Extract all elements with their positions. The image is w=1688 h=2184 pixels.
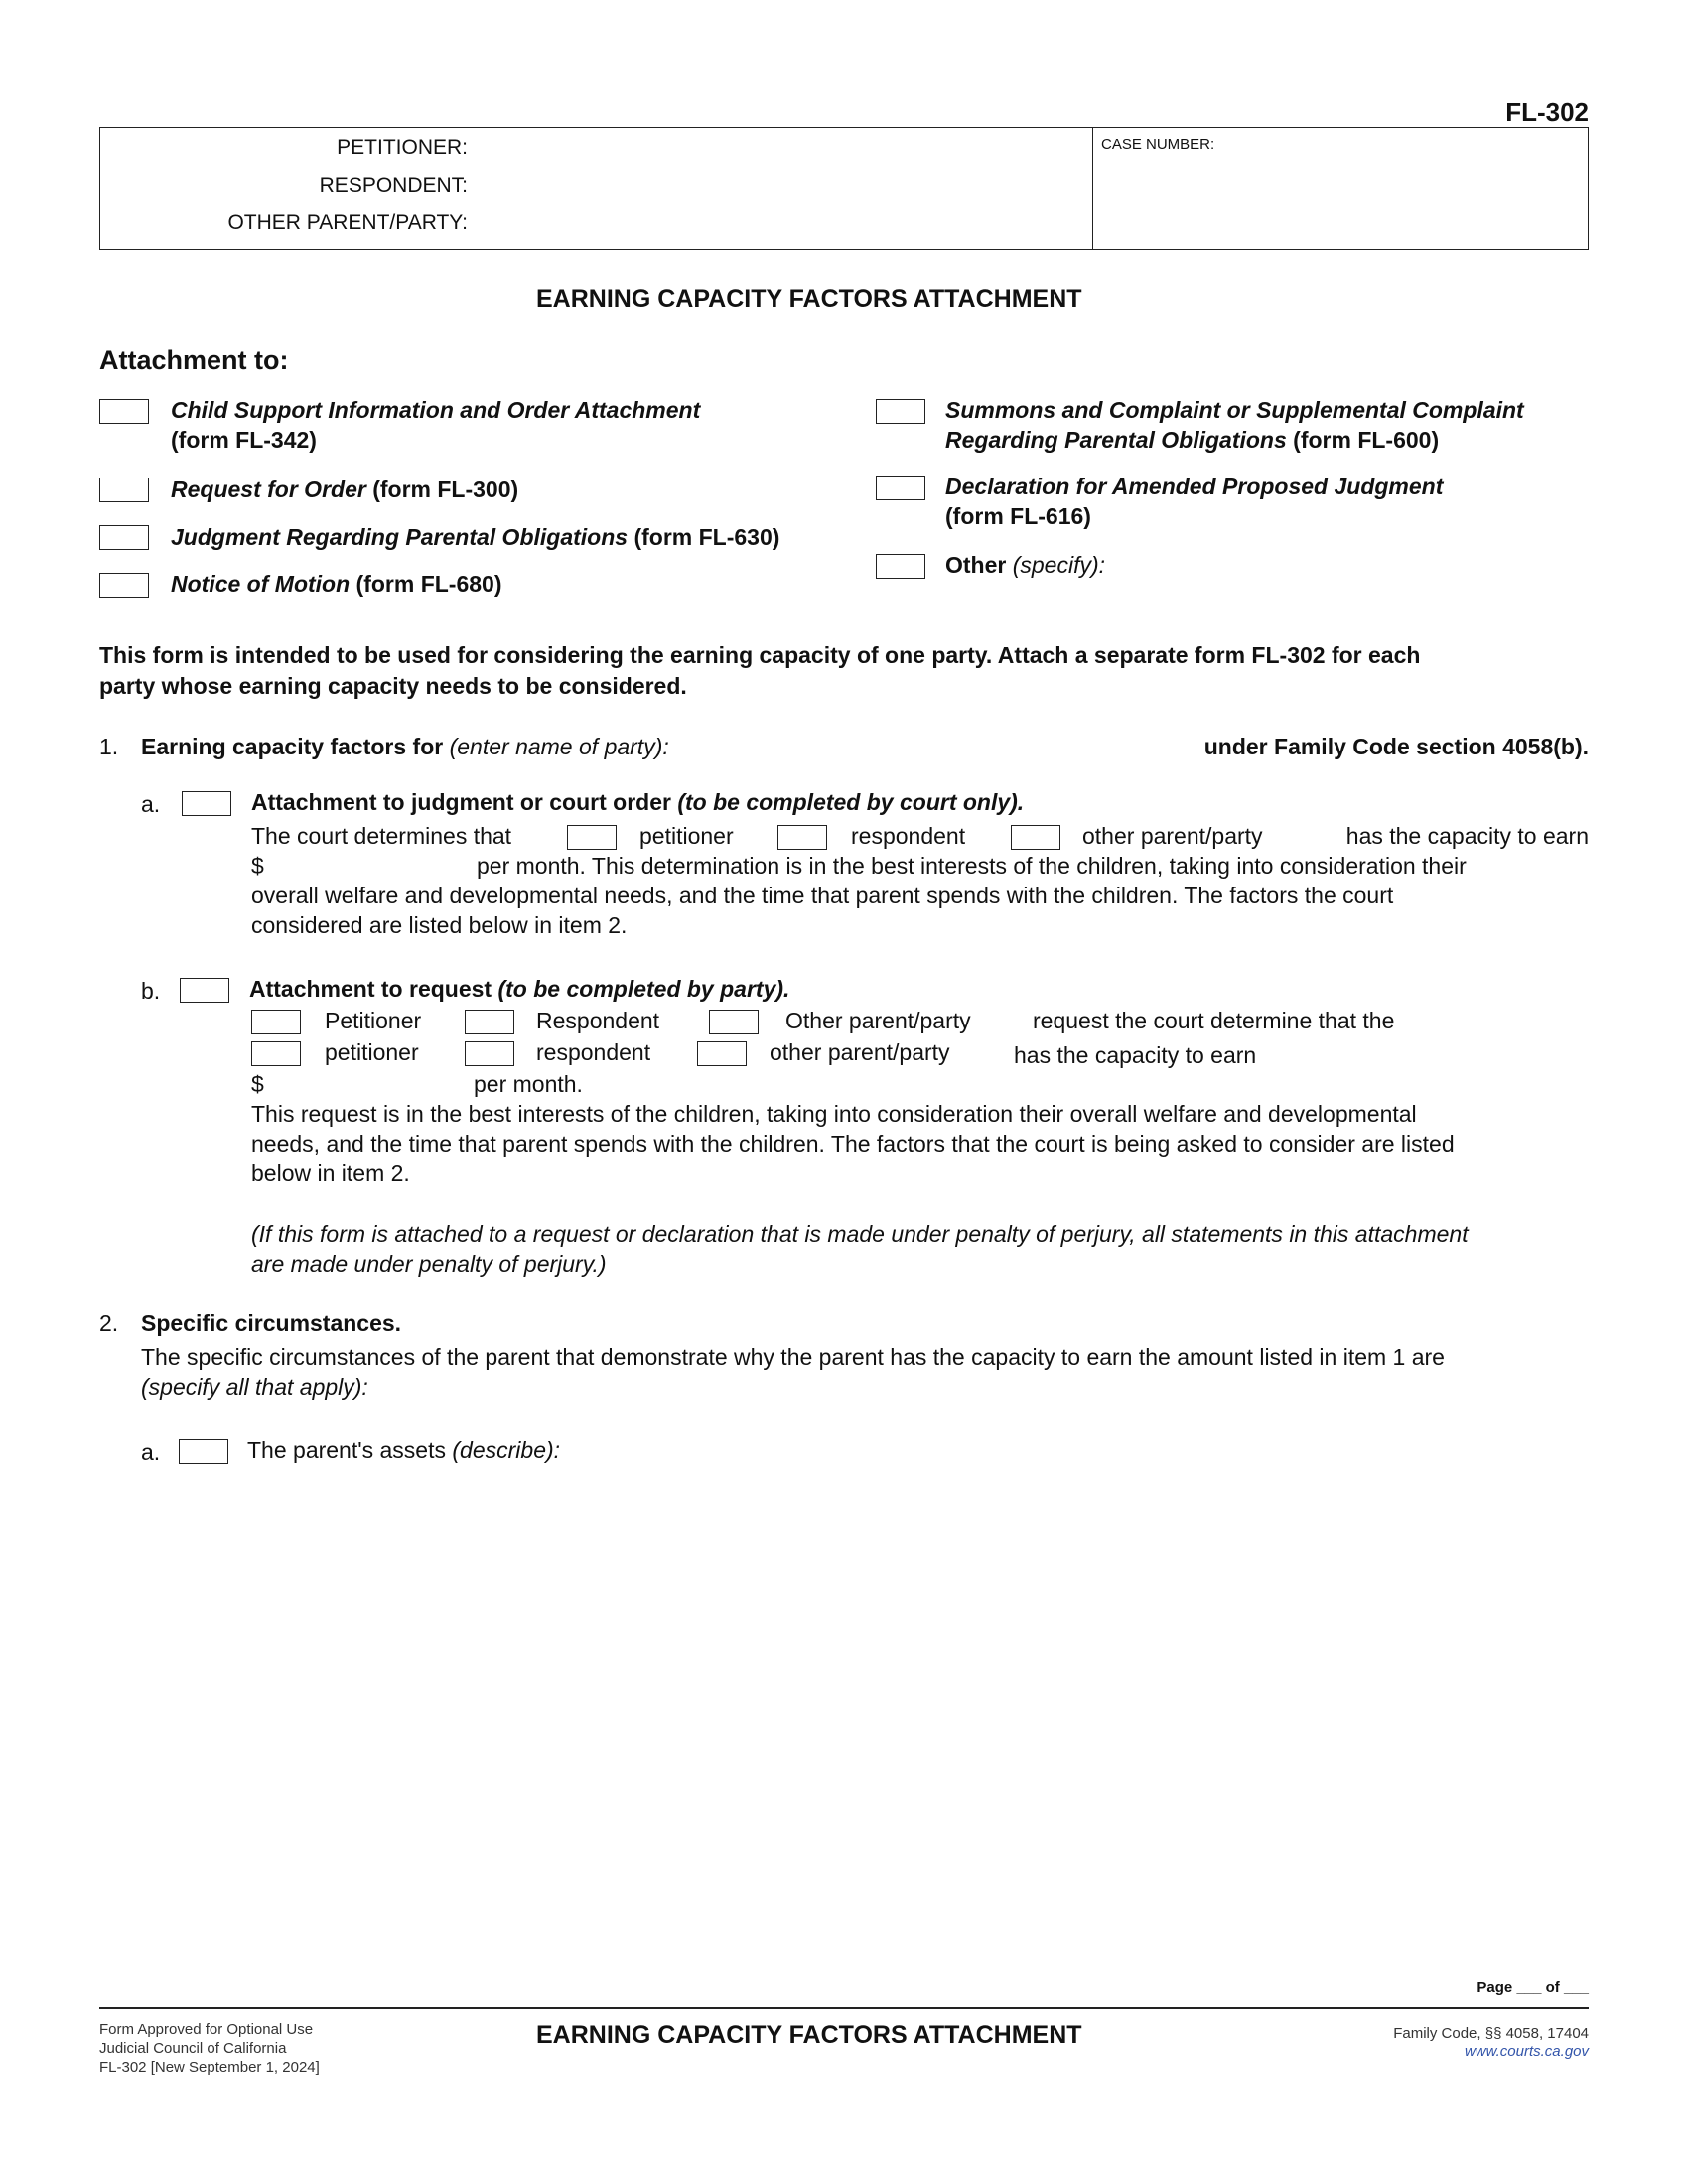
item1b-capacity: has the capacity to earn	[1014, 1042, 1257, 1068]
case-number-label: CASE NUMBER:	[1101, 136, 1215, 153]
item1b-req-other: Other parent/party	[785, 1008, 971, 1033]
item1a-respondent: respondent	[851, 823, 966, 849]
checkbox-1b-req-other[interactable]	[709, 1010, 759, 1034]
item1b-respondent: respondent	[536, 1039, 651, 1065]
party-name-field[interactable]	[725, 728, 1162, 761]
option-fl616: Declaration for Amended Proposed Judgment	[945, 474, 1444, 499]
checkbox-1a[interactable]	[182, 791, 231, 816]
checkbox-1a-other[interactable]	[1011, 825, 1060, 850]
checkbox-2a[interactable]	[179, 1439, 228, 1464]
other-party-label: OTHER PARENT/PARTY:	[227, 211, 468, 234]
intro-line2: party whose earning capacity needs to be considered.	[99, 673, 687, 699]
option-fl616-form: (form FL-616)	[945, 503, 1091, 529]
form-number: FL-302	[1505, 97, 1589, 127]
item1a-amount-field[interactable]	[268, 851, 467, 879]
footer-url-link[interactable]: www.courts.ca.gov	[1464, 2043, 1589, 2060]
checkbox-1b-respondent[interactable]	[465, 1041, 514, 1066]
caption-box	[99, 127, 1589, 250]
item1b-req-respondent: Respondent	[536, 1008, 660, 1033]
item1b-heading: Attachment to request (to be completed by party).	[249, 976, 790, 1002]
checkbox-1a-petitioner[interactable]	[567, 825, 617, 850]
checkbox-1b-other[interactable]	[697, 1041, 747, 1066]
option-fl630: Judgment Regarding Parental Obligations (form FL-630)	[171, 524, 780, 550]
option-fl300: Request for Order (form FL-300)	[171, 477, 519, 502]
item1b-note2: are made under penalty of perjury.)	[251, 1251, 607, 1277]
checkbox-1b-petitioner[interactable]	[251, 1041, 301, 1066]
item2a-letter: a.	[141, 1439, 161, 1465]
option-fl342-form: (form FL-342)	[171, 427, 317, 453]
party-names-field[interactable]	[110, 136, 1202, 241]
checkbox-fl600[interactable]	[876, 399, 925, 424]
item1a-line4: considered are listed below in item 2.	[251, 912, 628, 938]
item1b-req-petitioner: Petitioner	[325, 1008, 422, 1033]
item1b-line6: below in item 2.	[251, 1160, 410, 1186]
item2-line2: (specify all that apply):	[141, 1374, 368, 1400]
item1b-amount-field[interactable]	[268, 1069, 467, 1097]
footer-left-2: Judicial Council of California	[99, 2040, 287, 2057]
item1a-petitioner: petitioner	[639, 823, 734, 849]
item2-number: 2.	[99, 1310, 119, 1336]
page-count: Page ___ of ___	[1477, 1979, 1589, 1996]
item1-suffix: under Family Code section 4058(b).	[1203, 734, 1589, 759]
checkbox-1b-req-respondent[interactable]	[465, 1010, 514, 1034]
item1-heading: Earning capacity factors for (enter name of party):	[141, 734, 669, 759]
item1a-letter: a.	[141, 791, 161, 817]
footer-code: Family Code, §§ 4058, 17404	[1393, 2025, 1589, 2042]
footer-title: EARNING CAPACITY FACTORS ATTACHMENT	[536, 2021, 1082, 2049]
attachment-heading: Attachment to:	[99, 345, 289, 375]
item1a-other: other parent/party	[1082, 823, 1263, 849]
petitioner-label: PETITIONER:	[337, 136, 468, 159]
item1b-letter: b.	[141, 978, 161, 1004]
item2-heading: Specific circumstances.	[141, 1310, 402, 1336]
item1a-capacity: has the capacity to earn	[1345, 823, 1589, 849]
footer-left-3: FL-302 [New September 1, 2024]	[99, 2059, 320, 2076]
checkbox-fl300[interactable]	[99, 478, 149, 502]
footer-left-1: Form Approved for Optional Use	[99, 2021, 314, 2038]
checkbox-fl342[interactable]	[99, 399, 149, 424]
item1a-lead: The court determines that	[251, 823, 512, 849]
checkbox-other[interactable]	[876, 554, 925, 579]
option-fl600-line2: Regarding Parental Obligations (form FL-600)	[945, 427, 1440, 453]
option-other: Other (specify):	[945, 552, 1106, 578]
assets-description-field[interactable]	[247, 1479, 1589, 1956]
checkbox-1b-req-petitioner[interactable]	[251, 1010, 301, 1034]
option-fl342: Child Support Information and Order Attachment	[171, 397, 701, 423]
intro-line1: This form is intended to be used for considering the earning capacity of one party. Attach a separate form FL-302 for each	[99, 642, 1421, 668]
item1b-request-text: request the court determine that the	[1033, 1008, 1395, 1033]
item1b-per-month: per month.	[474, 1071, 583, 1097]
option-fl600-line1: Summons and Complaint or Supplemental Complaint	[945, 397, 1524, 423]
item1a-heading: Attachment to judgment or court order (to be completed by court only).	[251, 789, 1025, 815]
item1b-line5: needs, and the time that parent spends with the children. The factors that the court is being asked to consider are listed	[251, 1131, 1455, 1157]
item1b-dollar: $	[251, 1071, 264, 1097]
checkbox-1b[interactable]	[180, 978, 229, 1003]
checkbox-1a-respondent[interactable]	[777, 825, 827, 850]
item2a-text: The parent's assets (describe):	[247, 1437, 561, 1463]
checkbox-fl616[interactable]	[876, 476, 925, 500]
checkbox-fl680[interactable]	[99, 573, 149, 598]
item1a-line3: overall welfare and developmental needs, and the time that parent spends with the children. The factors the court	[251, 883, 1394, 908]
item1b-line4: This request is in the best interests of the children, taking into consideration their overall welfare and developmental	[251, 1101, 1417, 1127]
item2-line1: The specific circumstances of the parent that demonstrate why the parent has the capacity to earn the amount listed in item 1 are	[141, 1344, 1445, 1370]
item1b-petitioner: petitioner	[325, 1039, 419, 1065]
checkbox-fl630[interactable]	[99, 525, 149, 550]
item1b-note1: (If this form is attached to a request or declaration that is made under penalty of perjury, all statements in this attachment	[251, 1221, 1469, 1247]
item1-number: 1.	[99, 734, 119, 759]
item1b-other: other parent/party	[770, 1039, 950, 1065]
form-title: EARNING CAPACITY FACTORS ATTACHMENT	[536, 285, 1082, 313]
option-fl680: Notice of Motion (form FL-680)	[171, 571, 502, 597]
footer-rule	[99, 2007, 1589, 2009]
item1a-dollar: $	[251, 853, 264, 879]
other-specify-field[interactable]	[1122, 548, 1589, 582]
item1a-line2: per month. This determination is in the best interests of the children, taking into consideration their	[477, 853, 1467, 879]
case-number-field[interactable]	[1098, 158, 1580, 241]
respondent-label: RESPONDENT:	[319, 174, 468, 197]
